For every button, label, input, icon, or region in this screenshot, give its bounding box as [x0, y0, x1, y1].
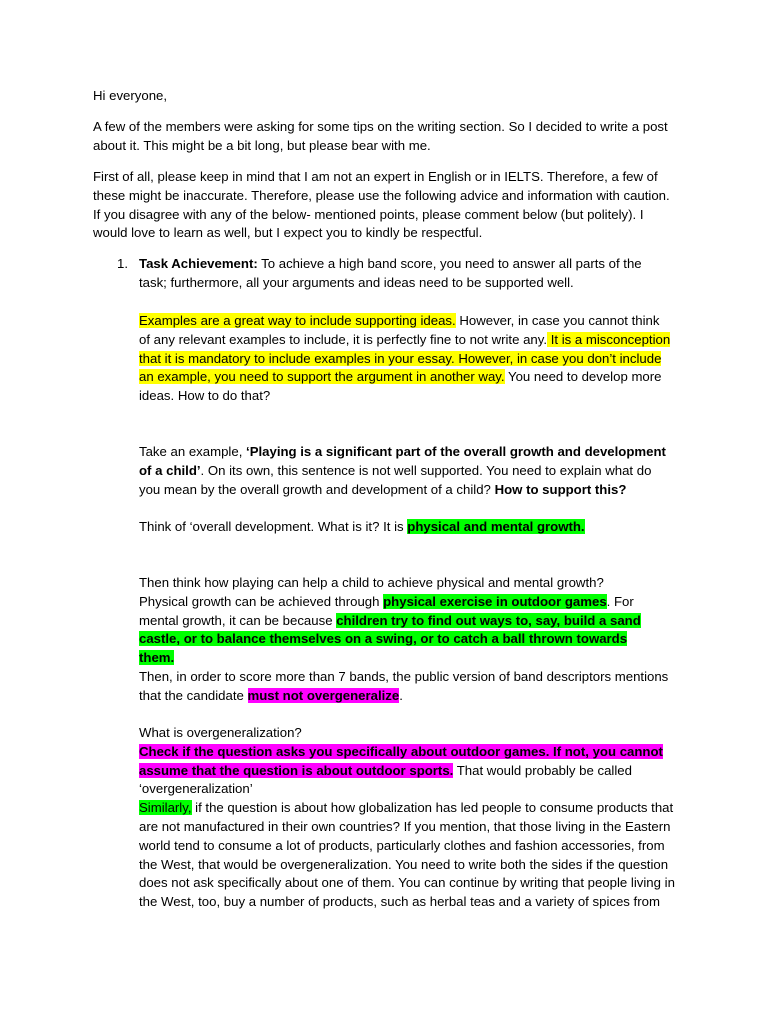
- examples-text-1: However, in case you cannot think of any relevant examples to include, it is perfectly fine to not write any.: [139, 313, 660, 347]
- bands-paragraph: [139, 668, 669, 706]
- task-achievement-text: To achieve a high band score, you need to answer all parts of the task; furthermore, all your arguments and ideas need to be supported well.: [139, 256, 642, 290]
- highlight-misconception: It is a misconception that it is mandatory to include examples in your essay. However, in case you don’t include an example, you need to support the argument in another way.: [139, 331, 671, 385]
- task-achievement-item: [139, 255, 669, 293]
- highlight-examples-supporting: Examples are a great way to include supporting ideas.: [139, 313, 456, 328]
- greeting: Hi everyone,: [93, 88, 168, 103]
- highlight-similarly: Similarly,: [139, 800, 192, 816]
- disclaimer-paragraph: First of all, please keep in mind that I am not an expert in English or in IELTS. Therefore, a few of these might be inaccurate. Therefore, please use the following advice and information with caution. If you disagree with any of the below- mentioned points, please comment below (but politely). I would love to learn as well, but I expect you to kindly be respectful.: [93, 169, 670, 241]
- examples-paragraph: [139, 312, 671, 406]
- highlight-check-question: Check if the question asks you specifically about outdoor games. If not, you cannot assume that the question is about outdoor sports.: [139, 743, 663, 778]
- highlight-overgeneralize: must not overgeneralize: [247, 687, 400, 703]
- how-to-support: How to support this?: [494, 481, 627, 497]
- overgen-text-1: That would probably be called ‘overgeneralization’: [139, 762, 632, 797]
- highlight-children-ways: children try to find out ways to, say, build a sand castle, or to balance themselves on a swing, or to catch a ball thrown towards them.: [139, 612, 641, 666]
- example-text-1: Take an example,: [139, 444, 247, 459]
- highlight-physical-mental: physical and mental growth.: [407, 519, 585, 534]
- overgeneralization-section: [139, 724, 679, 912]
- think-paragraph: [139, 518, 684, 537]
- examples-text-2: You need to develop more ideas. How to do that?: [139, 369, 662, 404]
- task-achievement-heading: Task Achievement:: [139, 256, 258, 271]
- bands-text-2: .: [399, 687, 403, 703]
- overgen-question: What is overgeneralization?: [139, 725, 302, 740]
- example-quote: ‘Playing is a significant part of the overall growth and development of a child’: [139, 444, 666, 478]
- bands-text-1: Then, in order to score more than 7 bands, the public version of band descriptors mentions that the candidate: [139, 669, 669, 703]
- highlight-physical-exercise: physical exercise in outdoor games: [383, 593, 607, 609]
- then-paragraph: [139, 574, 651, 668]
- example-paragraph: [139, 443, 671, 499]
- overgen-text-2: if the question is about how globalization has led people to consume products that are not manufactured in their own countries? If you mention, that those living in the Eastern world tend to consume a lot of products, particularly clothes and fashion accessories, from the West, that would be overgeneralization. You need to write both the sides if the question does not ask specifically about one of them. You can continue by writing that people living in the West, too, buy a number of products, such as herbal teas and a variety of spices from: [139, 800, 675, 910]
- then-text-1: Then think how playing can help a child to achieve physical and mental growth? Physical growth can be achieved through: [139, 575, 604, 609]
- think-text: Think of ‘overall development. What is it? It is: [139, 519, 408, 534]
- intro-paragraph: A few of the members were asking for some tips on the writing section. So I decided to write a post about it. This might be a bit long, but please bear with me.: [93, 119, 668, 153]
- list-number: 1.: [117, 256, 128, 271]
- example-text-2: . On its own, this sentence is not well supported. You need to explain what do you mean by the overall growth and development of a child?: [139, 462, 652, 497]
- then-text-2: . For mental growth, it can be because: [139, 593, 634, 628]
